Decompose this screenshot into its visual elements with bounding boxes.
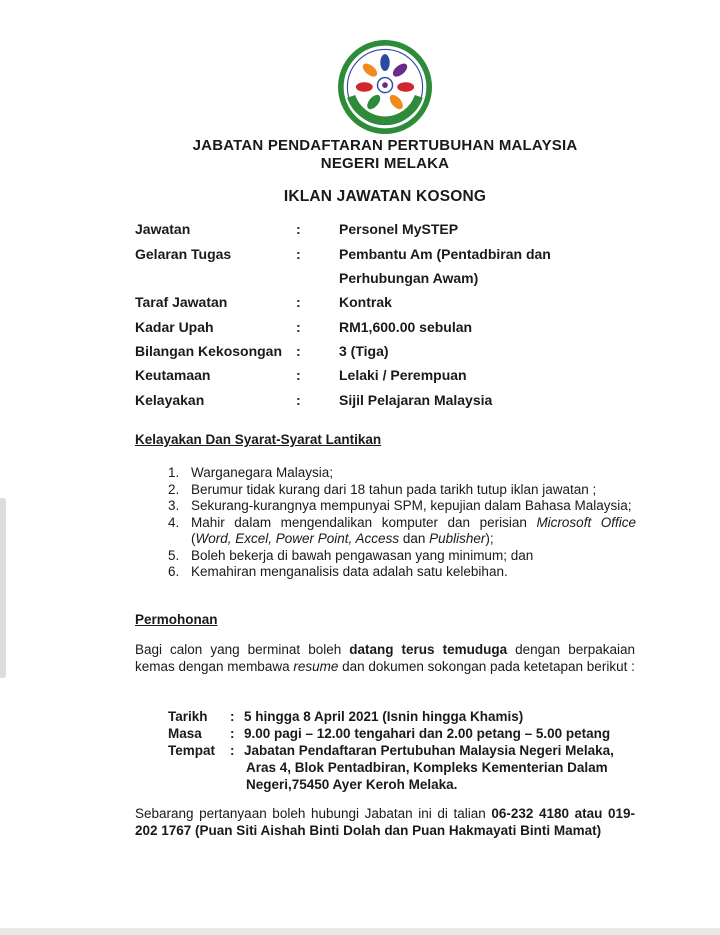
detail-colon: : (296, 221, 301, 237)
paragraph-bold: datang terus temuduga (349, 642, 508, 657)
interview-colon: : (230, 743, 235, 758)
interview-date-label: Tarikh (168, 709, 208, 724)
detail-value-continued: Perhubungan Awam) (339, 270, 479, 286)
detail-colon: : (296, 319, 301, 335)
detail-label: Kelayakan (135, 392, 205, 408)
detail-label: Keutamaan (135, 367, 211, 383)
requirements-heading: Kelayakan Dan Syarat-Syarat Lantikan (135, 432, 382, 447)
requirements-list (168, 465, 636, 581)
paragraph-text: Bagi calon yang berminat boleh (135, 642, 350, 657)
paragraph-text: dengan berpakaian kemas dengan membawa (135, 642, 635, 674)
list-item (168, 564, 636, 581)
org-name-line1: JABATAN PENDAFTARAN PERTUBUHAN MALAYSIA (192, 137, 578, 154)
list-item (168, 465, 636, 482)
scroll-edge-indicator (0, 498, 6, 678)
interview-time-label: Masa (168, 726, 202, 741)
interview-colon: : (230, 726, 235, 741)
list-item (168, 498, 636, 515)
detail-value: RM1,600.00 sebulan (339, 319, 473, 335)
detail-colon: : (296, 246, 301, 262)
interview-venue-line2: Aras 4, Blok Pentadbiran, Kompleks Kementerian Dalam (246, 760, 608, 775)
interview-venue-line3: Negeri,75450 Ayer Keroh Melaka. (246, 777, 458, 792)
detail-label: Kadar Upah (135, 319, 214, 335)
detail-colon: : (296, 343, 301, 359)
paragraph-italic: resume (293, 658, 339, 674)
detail-value: Lelaki / Perempuan (339, 367, 467, 383)
detail-value: Kontrak (339, 294, 392, 310)
list-text: Warganegara Malaysia; (191, 465, 334, 480)
list-text: ( (191, 531, 196, 546)
org-name-line2: NEGERI MELAKA (320, 155, 450, 172)
interview-colon: : (230, 709, 235, 724)
detail-colon: : (296, 294, 301, 310)
detail-label: Taraf Jawatan (135, 294, 228, 310)
list-number: 2. (168, 481, 180, 497)
interview-venue-line1: Jabatan Pendaftaran Pertubuhan Malaysia Negeri Melaka, (244, 743, 614, 758)
detail-colon: : (296, 367, 301, 383)
list-item (168, 482, 636, 499)
page-title: IKLAN JAWATAN KOSONG (283, 188, 487, 205)
interview-date-value: 5 hingga 8 April 2021 (Isnin hingga Khamis) (244, 709, 524, 724)
contact-phone-bold: 06-232 4180 atau 019-202 1767 (Puan Siti Aishah Binti Dolah dan Puan Hakmayati Binti Mamat) (135, 806, 635, 838)
detail-label: Gelaran Tugas (135, 246, 232, 262)
list-text-italic: Microsoft Office (536, 514, 636, 530)
list-text: Mahir dalam mengendalikan komputer dan perisian (191, 514, 537, 530)
list-text: Sekurang-kurangnya mempunyai SPM, kepujian dalam Bahasa Malaysia; (191, 498, 632, 513)
detail-value: Pembantu Am (Pentadbiran dan (339, 246, 551, 262)
detail-label: Bilangan Kekosongan (135, 343, 283, 359)
list-item (168, 515, 636, 548)
list-number: 3. (168, 498, 180, 513)
contact-text: Sebarang pertanyaan boleh hubungi Jabatan ini di talian (135, 806, 492, 821)
list-text: Berumur tidak kurang dari 18 tahun pada tarikh tutup iklan jawatan ; (191, 481, 597, 497)
paragraph-text: dan dokumen sokongan pada ketetapan berikut : (338, 658, 635, 674)
detail-label: Jawatan (135, 221, 191, 237)
contact-paragraph (135, 806, 635, 839)
list-text: Kemahiran menganalisis data adalah satu kelebihan. (191, 564, 508, 579)
detail-value: Sijil Pelajaran Malaysia (339, 392, 493, 408)
list-number: 6. (168, 564, 180, 579)
list-text: Boleh bekerja di bawah pengawasan yang minimum; dan (191, 547, 534, 563)
list-number: 1. (168, 465, 180, 480)
application-paragraph (135, 642, 635, 675)
interview-venue-label: Tempat (168, 743, 216, 758)
list-number: 5. (168, 547, 180, 563)
list-number: 4. (168, 514, 180, 530)
list-item (168, 548, 636, 565)
interview-time-value: 9.00 pagi – 12.00 tengahari dan 2.00 petang – 5.00 petang (244, 726, 611, 741)
list-text-italic: Word, Excel, Power Point, Access (195, 531, 400, 546)
application-heading: Permohonan (135, 612, 218, 627)
jpp-malaysia-logo (338, 40, 432, 134)
bottom-edge (0, 928, 720, 935)
list-text-italic: Publisher (429, 531, 486, 546)
list-text: ); (485, 531, 494, 546)
list-text: dan (399, 531, 430, 546)
detail-value: 3 (Tiga) (339, 343, 389, 359)
detail-value: Personel MySTEP (339, 221, 459, 237)
detail-colon: : (296, 392, 301, 408)
